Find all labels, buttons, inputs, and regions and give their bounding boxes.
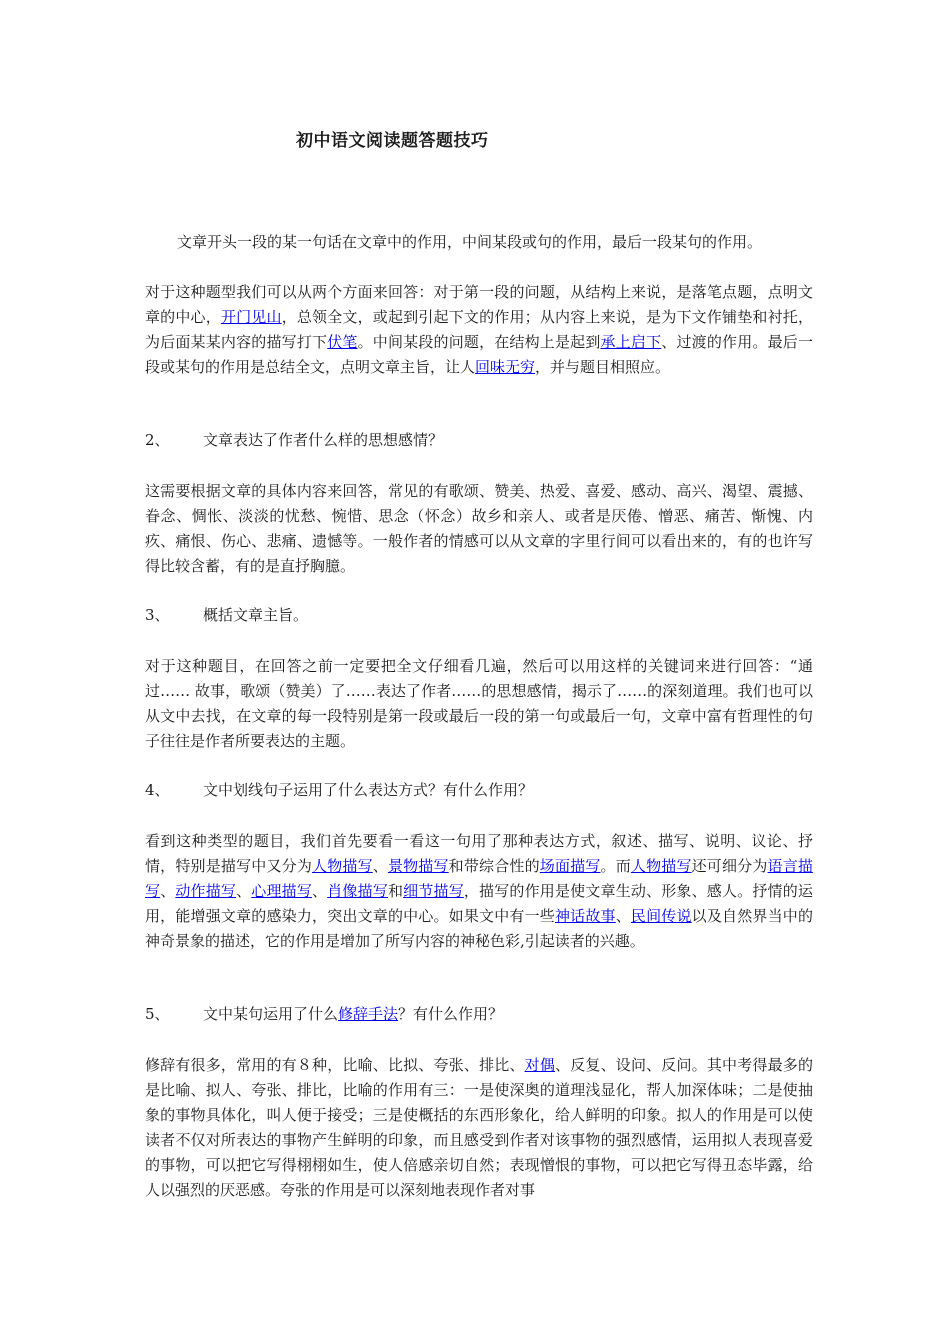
link-jingwu-miaoxie[interactable]: 景物描写 — [387, 857, 449, 875]
answer-paragraph-5 — [145, 1053, 813, 1203]
p4-text-1: 看到这种类型的题目，我们首先要看一看这一句用了那种表达方式，叙述、描写、说明、议论、抒情，特别是描写中又分为 — [145, 832, 813, 875]
question-3 — [145, 603, 813, 628]
link-huiwei-wuqiong[interactable]: 回味无穷 — [475, 358, 536, 376]
answer-paragraph-2: 这需要根据文章的具体内容来回答，常见的有歌颂、赞美、热爱、喜爱、感动、高兴、渴望、震撼、眷念、惆怅、淡淡的忧愁、惋惜、思念（怀念）故乡和亲人、或者是厌倦、憎恶、痛苦、惭愧、内疚、痛恨、伤心、悲痛、遗憾等。一般作者的情感可以从文章的字里行间可以看出来的，有的也许写得比较含蓄，有的是直抒胸臆。 — [145, 482, 813, 575]
link-xiaoxiang-miaoxie[interactable]: 肖像描写 — [327, 882, 388, 900]
question-4-text: 文中划线句子运用了什么表达方式？有什么作用？ — [203, 781, 534, 799]
question-5-text-1: 文中某句运用了什么 — [203, 1005, 339, 1023]
link-kaimen-jianshan[interactable]: 开门见山 — [220, 308, 282, 326]
question-4-number: 4、 — [145, 781, 170, 799]
question-2 — [145, 428, 813, 453]
link-chengshang-qixia[interactable]: 承上启下 — [600, 333, 662, 351]
link-xiuci-shoufa[interactable]: 修辞手法 — [338, 1005, 399, 1023]
link-shenhua-gushi[interactable]: 神话故事 — [554, 907, 616, 925]
p4-sep-1: 、 — [372, 857, 388, 875]
link-duiou[interactable]: 对偶 — [524, 1056, 556, 1074]
p5-text-1: 修辞有很多，常用的有８种，比喻、比拟、夸张、排比、 — [145, 1056, 525, 1074]
question-5 — [145, 1002, 813, 1027]
page-title: 初中语文阅读题答题技巧 — [296, 131, 489, 151]
question-5-text-2: ？有什么作用？ — [398, 1005, 504, 1023]
link-minjian-chuanshuo[interactable]: 民间传说 — [630, 907, 692, 925]
p4-text-5: 和 — [387, 882, 404, 900]
p4-sep-2: 、 — [160, 882, 176, 900]
answer-paragraph-3: 对于这种题目，在回答之前一定要把全文仔细看几遍，然后可以用这样的关键词来进行回答：“通过…… 故事，歌颂（赞美）了……表达了作者……的思想感情，揭示了……的深刻道理。我们也可以从文中去找，在文章的每一段特别是第一段或最后一段的第一句或最后一句，文章中富有哲理性的句子往往是作者所要表达的主题。 — [145, 657, 813, 750]
link-changmian-miaoxie[interactable]: 场面描写 — [539, 857, 601, 875]
p1-text-1: 对于这种题型我们可以从两个方面来回答：对于第一段的问题，从结构上来说，是落笔点题，点明文章的中心， — [145, 283, 813, 326]
p4-text-2: 和带综合性的 — [448, 857, 540, 875]
p4-sep-5: 、 — [615, 907, 631, 925]
link-xinli-miaoxie[interactable]: 心理描写 — [251, 882, 313, 900]
link-xijie-miaoxie[interactable]: 细节描写 — [403, 882, 464, 900]
p4-text-7: 以及自然界当中的神奇景象的描述，它的作用是增加了所写内容的神秘色彩,引起读者的兴趣。 — [145, 907, 813, 950]
question-3-number: 3、 — [145, 606, 170, 624]
p4-sep-3: 、 — [236, 882, 252, 900]
intro-paragraph: 文章开头一段的某一句话在文章中的作用，中间某段或句的作用，最后一段某句的作用。 — [177, 233, 763, 251]
answer-paragraph-1 — [145, 280, 813, 380]
link-yuyan-miaoxie[interactable]: 语言描写 — [145, 857, 813, 900]
p4-text-6: ，描写的作用是使文章生动、形象、感人。抒情的运用，能增强文章的感染力，突出文章的中心。如果文中有一些 — [145, 882, 813, 925]
p5-text-2: 、反复、设问、反问。其中考得最多的是比喻、拟人、夸张、排比，比喻的作用有三：一是使深奥的道理浅显化，帮人加深体味；二是使抽象的事物具体化，叫人便于接受；三是使概括的东西形象化，给人鲜明的印象。拟人的作用是可以使读者不仅对所表达的事物产生鲜明的印象，而且感受到作者对该事物的强烈感情，运用拟人表现喜爱的事物，可以把它写得栩栩如生，使人倍感亲切自然；表现憎恨的事物，可以把它写得丑态毕露，给人以强烈的厌恶感。夸张的作用是可以深刻地表现作者对事 — [145, 1056, 813, 1199]
p1-text-5: ，并与题目相照应。 — [535, 358, 671, 376]
p1-text-4: 、过渡的作用。最后一段或某句的作用是总结全文，点明文章主旨，让人 — [145, 333, 813, 376]
answer-paragraph-4 — [145, 829, 813, 954]
p4-text-4: 还可细分为 — [691, 857, 768, 875]
link-dongzuo-miaoxie[interactable]: 动作描写 — [175, 882, 237, 900]
link-renwu-miaoxie-2[interactable]: 人物描写 — [630, 857, 692, 875]
p4-sep-4: 、 — [312, 882, 328, 900]
p1-text-3: 。中间某段的问题，在结构上是起到 — [357, 333, 601, 351]
link-fubi[interactable]: 伏笔 — [327, 333, 358, 351]
question-4 — [145, 778, 813, 803]
p1-text-2: ，总领全文，或起到引起下文的作用；从内容上来说，是为下文作铺垫和衬托，为后面某某内容的描写打下 — [145, 308, 813, 351]
question-2-number: 2、 — [145, 431, 170, 449]
question-2-text: 文章表达了作者什么样的思想感情？ — [203, 431, 444, 449]
question-3-text: 概括文章主旨。 — [203, 606, 309, 624]
p4-text-3: 。而 — [600, 857, 631, 875]
question-5-number: 5、 — [145, 1005, 170, 1023]
link-renwu-miaoxie[interactable]: 人物描写 — [312, 857, 373, 875]
